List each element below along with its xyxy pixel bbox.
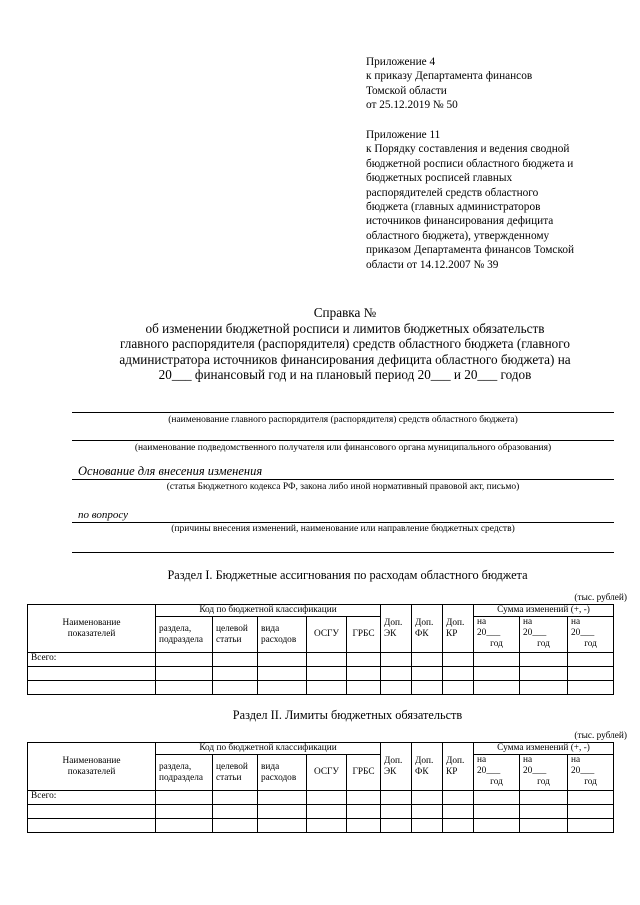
header-vid: вида расходов [258, 755, 307, 791]
header-name: Наименование показателей [28, 743, 156, 791]
table-row [28, 819, 614, 833]
appendix-line: бюджетной росписи областного бюджета и [366, 157, 574, 170]
header-osgu: ОСГУ [307, 617, 347, 653]
header-sum-year-2: на 20___ год [520, 755, 568, 791]
appendix-line: источников финансирования дефицита [366, 215, 554, 228]
title-line: 20___ финансовый год и на плановый период 20___ и 20___ годов [158, 367, 532, 383]
header-sum-group: Сумма изменений (+, -) [474, 605, 614, 617]
appendix-line: приказом Департамента финансов Томской [366, 244, 575, 257]
table-row [28, 805, 614, 819]
title-line: Справка № [313, 305, 377, 320]
fill-line [72, 552, 614, 553]
appendix-block-2 [366, 128, 574, 272]
header-code-group: Код по бюджетной классификации [156, 605, 381, 617]
appendix-line: области от 14.12.2007 № 39 [366, 258, 499, 271]
appendix-line: распорядителей средств областного [366, 186, 539, 199]
header-osgu: ОСГУ [307, 755, 347, 791]
total-label: Всего: [28, 653, 156, 667]
header-tselevaya: целевой статьи [213, 755, 258, 791]
table-row [28, 667, 614, 681]
appendix-line: областного бюджета), утвержденному [366, 229, 550, 242]
question-label: по вопросу [78, 509, 129, 521]
header-sum-year-3: на 20___ год [568, 755, 614, 791]
header-grbs: ГРБС [347, 755, 381, 791]
title-line: главного распорядителя (распорядителя) средств областного бюджета (главного [120, 336, 570, 352]
header-sum-year-1: на 20___ год [474, 755, 520, 791]
caption-basis: (статья Бюджетного кодекса РФ, закона либо иной нормативный правовой акт, письмо) [166, 482, 520, 492]
table-row-total [28, 791, 614, 805]
header-dop-kr: Доп. КР [443, 605, 474, 653]
appendix-line: Приложение 11 [366, 129, 441, 141]
appendix-block-1 [366, 55, 532, 113]
section-2-unit: (тыс. рублей) [574, 731, 627, 741]
section-2-table [27, 742, 614, 833]
appendix-line: к Порядку составления и ведения сводной [366, 143, 570, 156]
caption-recipient: (наименование подведомственного получателя или финансового органа муниципального образования) [134, 443, 552, 453]
caption-reason: (причины внесения изменений, наименование или направление бюджетных средств) [171, 524, 515, 534]
caption-grbs: (наименование главного распорядителя (распорядителя) средств областного бюджета) [168, 415, 518, 425]
header-sum-year-2: на 20___ год [520, 617, 568, 653]
table-row [28, 681, 614, 695]
section-1-title: Раздел I. Бюджетные ассигнования по расходам областного бюджета [167, 568, 528, 582]
header-dop-ek: Доп. ЭК [381, 743, 412, 791]
section-1-table [27, 604, 614, 695]
title-line: администратора источников финансирования дефицита областного бюджета) на [119, 351, 571, 367]
appendix-line: Томской области [366, 84, 447, 97]
header-sum-year-3: на 20___ год [568, 617, 614, 653]
header-dop-fk: Доп. ФК [412, 743, 443, 791]
fill-line [72, 412, 614, 413]
table-row-total [28, 653, 614, 667]
header-dop-ek: Доп. ЭК [381, 605, 412, 653]
header-name: Наименование показателей [28, 605, 156, 653]
title-line: об изменении бюджетной росписи и лимитов бюджетных обязательств [145, 320, 545, 336]
header-sum-group: Сумма изменений (+, -) [474, 743, 614, 755]
fill-line [72, 522, 614, 523]
header-grbs: ГРБС [347, 617, 381, 653]
header-dop-kr: Доп. КР [443, 743, 474, 791]
total-label: Всего: [28, 791, 156, 805]
fill-line [72, 479, 614, 480]
appendix-line: Приложение 4 [366, 56, 436, 68]
header-code-group: Код по бюджетной классификации [156, 743, 381, 755]
header-razdel: раздела, подраздела [156, 755, 213, 791]
header-tselevaya: целевой статьи [213, 617, 258, 653]
header-razdel: раздела, подраздела [156, 617, 213, 653]
appendix-line: к приказу Департамента финансов [366, 70, 533, 83]
appendix-line: бюджетных росписей главных [366, 172, 513, 185]
fill-line [72, 440, 614, 441]
document-title [60, 305, 630, 383]
header-dop-fk: Доп. ФК [412, 605, 443, 653]
header-sum-year-1: на 20___ год [474, 617, 520, 653]
appendix-line: бюджета (главных администраторов [366, 201, 541, 214]
appendix-line: от 25.12.2019 № 50 [366, 99, 458, 112]
header-vid: вида расходов [258, 617, 307, 653]
basis-label: Основание для внесения изменения [78, 464, 263, 478]
section-1-unit: (тыс. рублей) [574, 593, 627, 603]
section-2-title: Раздел II. Лимиты бюджетных обязательств [232, 708, 463, 722]
